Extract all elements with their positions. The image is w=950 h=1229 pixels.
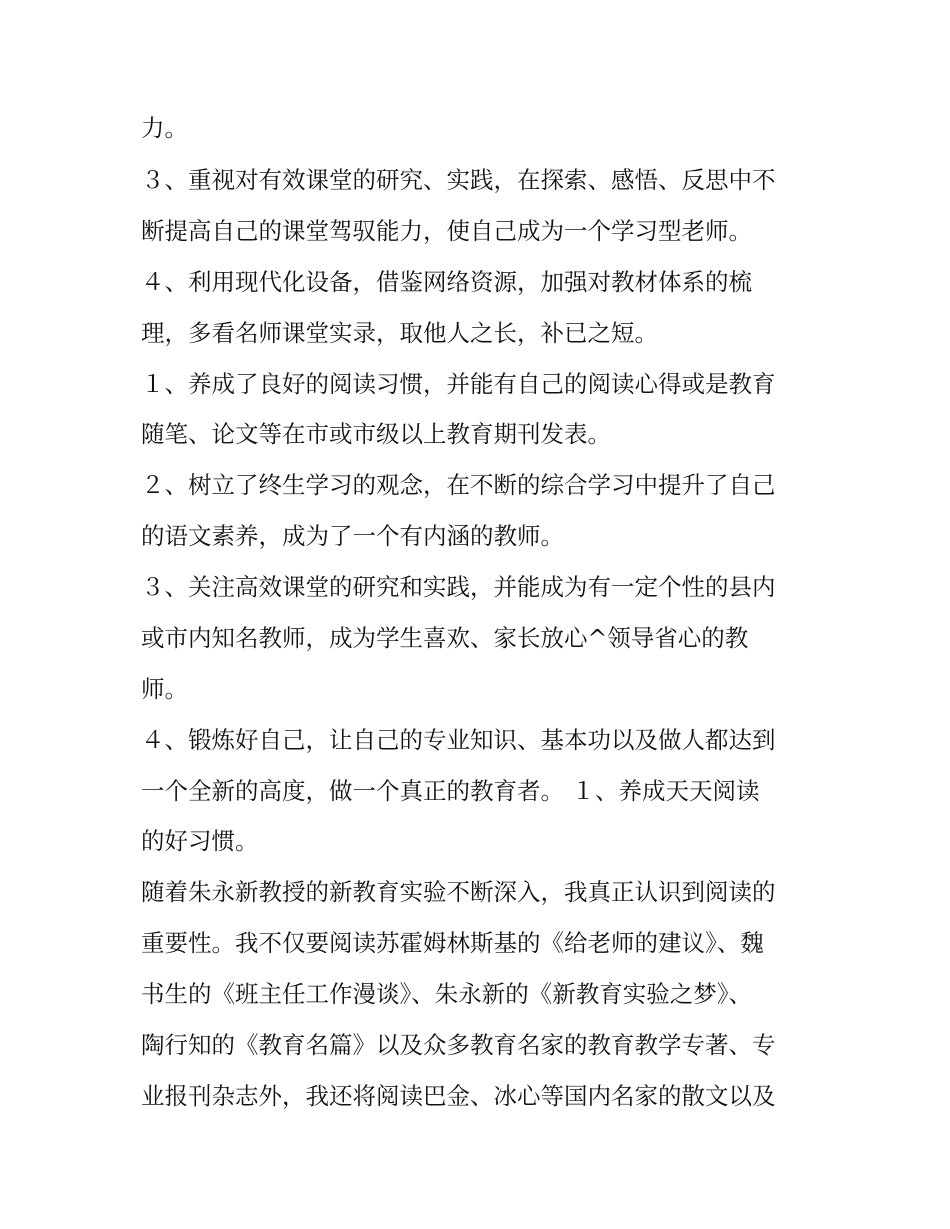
- text-line: 师。: [141, 675, 188, 703]
- text-line: 理，多看名师课堂实录，取他人之长，补已之短。: [141, 319, 658, 347]
- text-line: 断提高自己的课堂驾驭能力，使自己成为一个学习型老师。: [141, 217, 752, 245]
- text-line: 的好习惯。: [141, 827, 259, 855]
- text-line: 一个全新的高度，做一个真正的教育者。 １、养成天天阅读: [141, 777, 760, 805]
- text-line: ２、树立了终生学习的观念，在不断的综合学习中提升了自己: [141, 471, 776, 499]
- text-line: 力。: [141, 114, 188, 142]
- text-line: 书生的《班主任工作漫谈》、朱永新的《新教育实验之梦》、: [141, 980, 752, 1008]
- text-line: 重要性。我不仅要阅读苏霍姆林斯基的《给老师的建议》、魏: [141, 929, 764, 957]
- text-line: ４、锻炼好自己，让自己的专业知识、基本功以及做人都达到: [141, 726, 776, 754]
- text-line: 业报刊杂志外，我还将阅读巴金、冰心等国内名家的散文以及: [141, 1082, 776, 1110]
- text-line: 或市内知名教师，成为学生喜欢、家长放心^领导省心的教: [141, 624, 749, 652]
- text-line: 陶行知的《教育名篇》以及众多教育名家的教育教学专著、专: [141, 1031, 776, 1059]
- text-line: 的语文素养，成为了一个有内涵的教师。: [141, 522, 564, 550]
- text-line: ３、重视对有效课堂的研究、实践，在探索、感悟、反思中不: [141, 166, 776, 194]
- text-line: １、养成了良好的阅读习惯，并能有自己的阅读心得或是教育: [141, 370, 776, 398]
- text-line: ３、关注高效课堂的研究和实践，并能成为有一定个性的县内: [141, 573, 776, 601]
- text-line: 随着朱永新教授的新教育实验不断深入，我真正认识到阅读的: [141, 878, 776, 906]
- text-line: 随笔、论文等在市或市级以上教育期刊发表。: [141, 420, 611, 448]
- text-line: ４、利用现代化设备，借鉴网络资源，加强对教材体系的梳: [141, 268, 752, 296]
